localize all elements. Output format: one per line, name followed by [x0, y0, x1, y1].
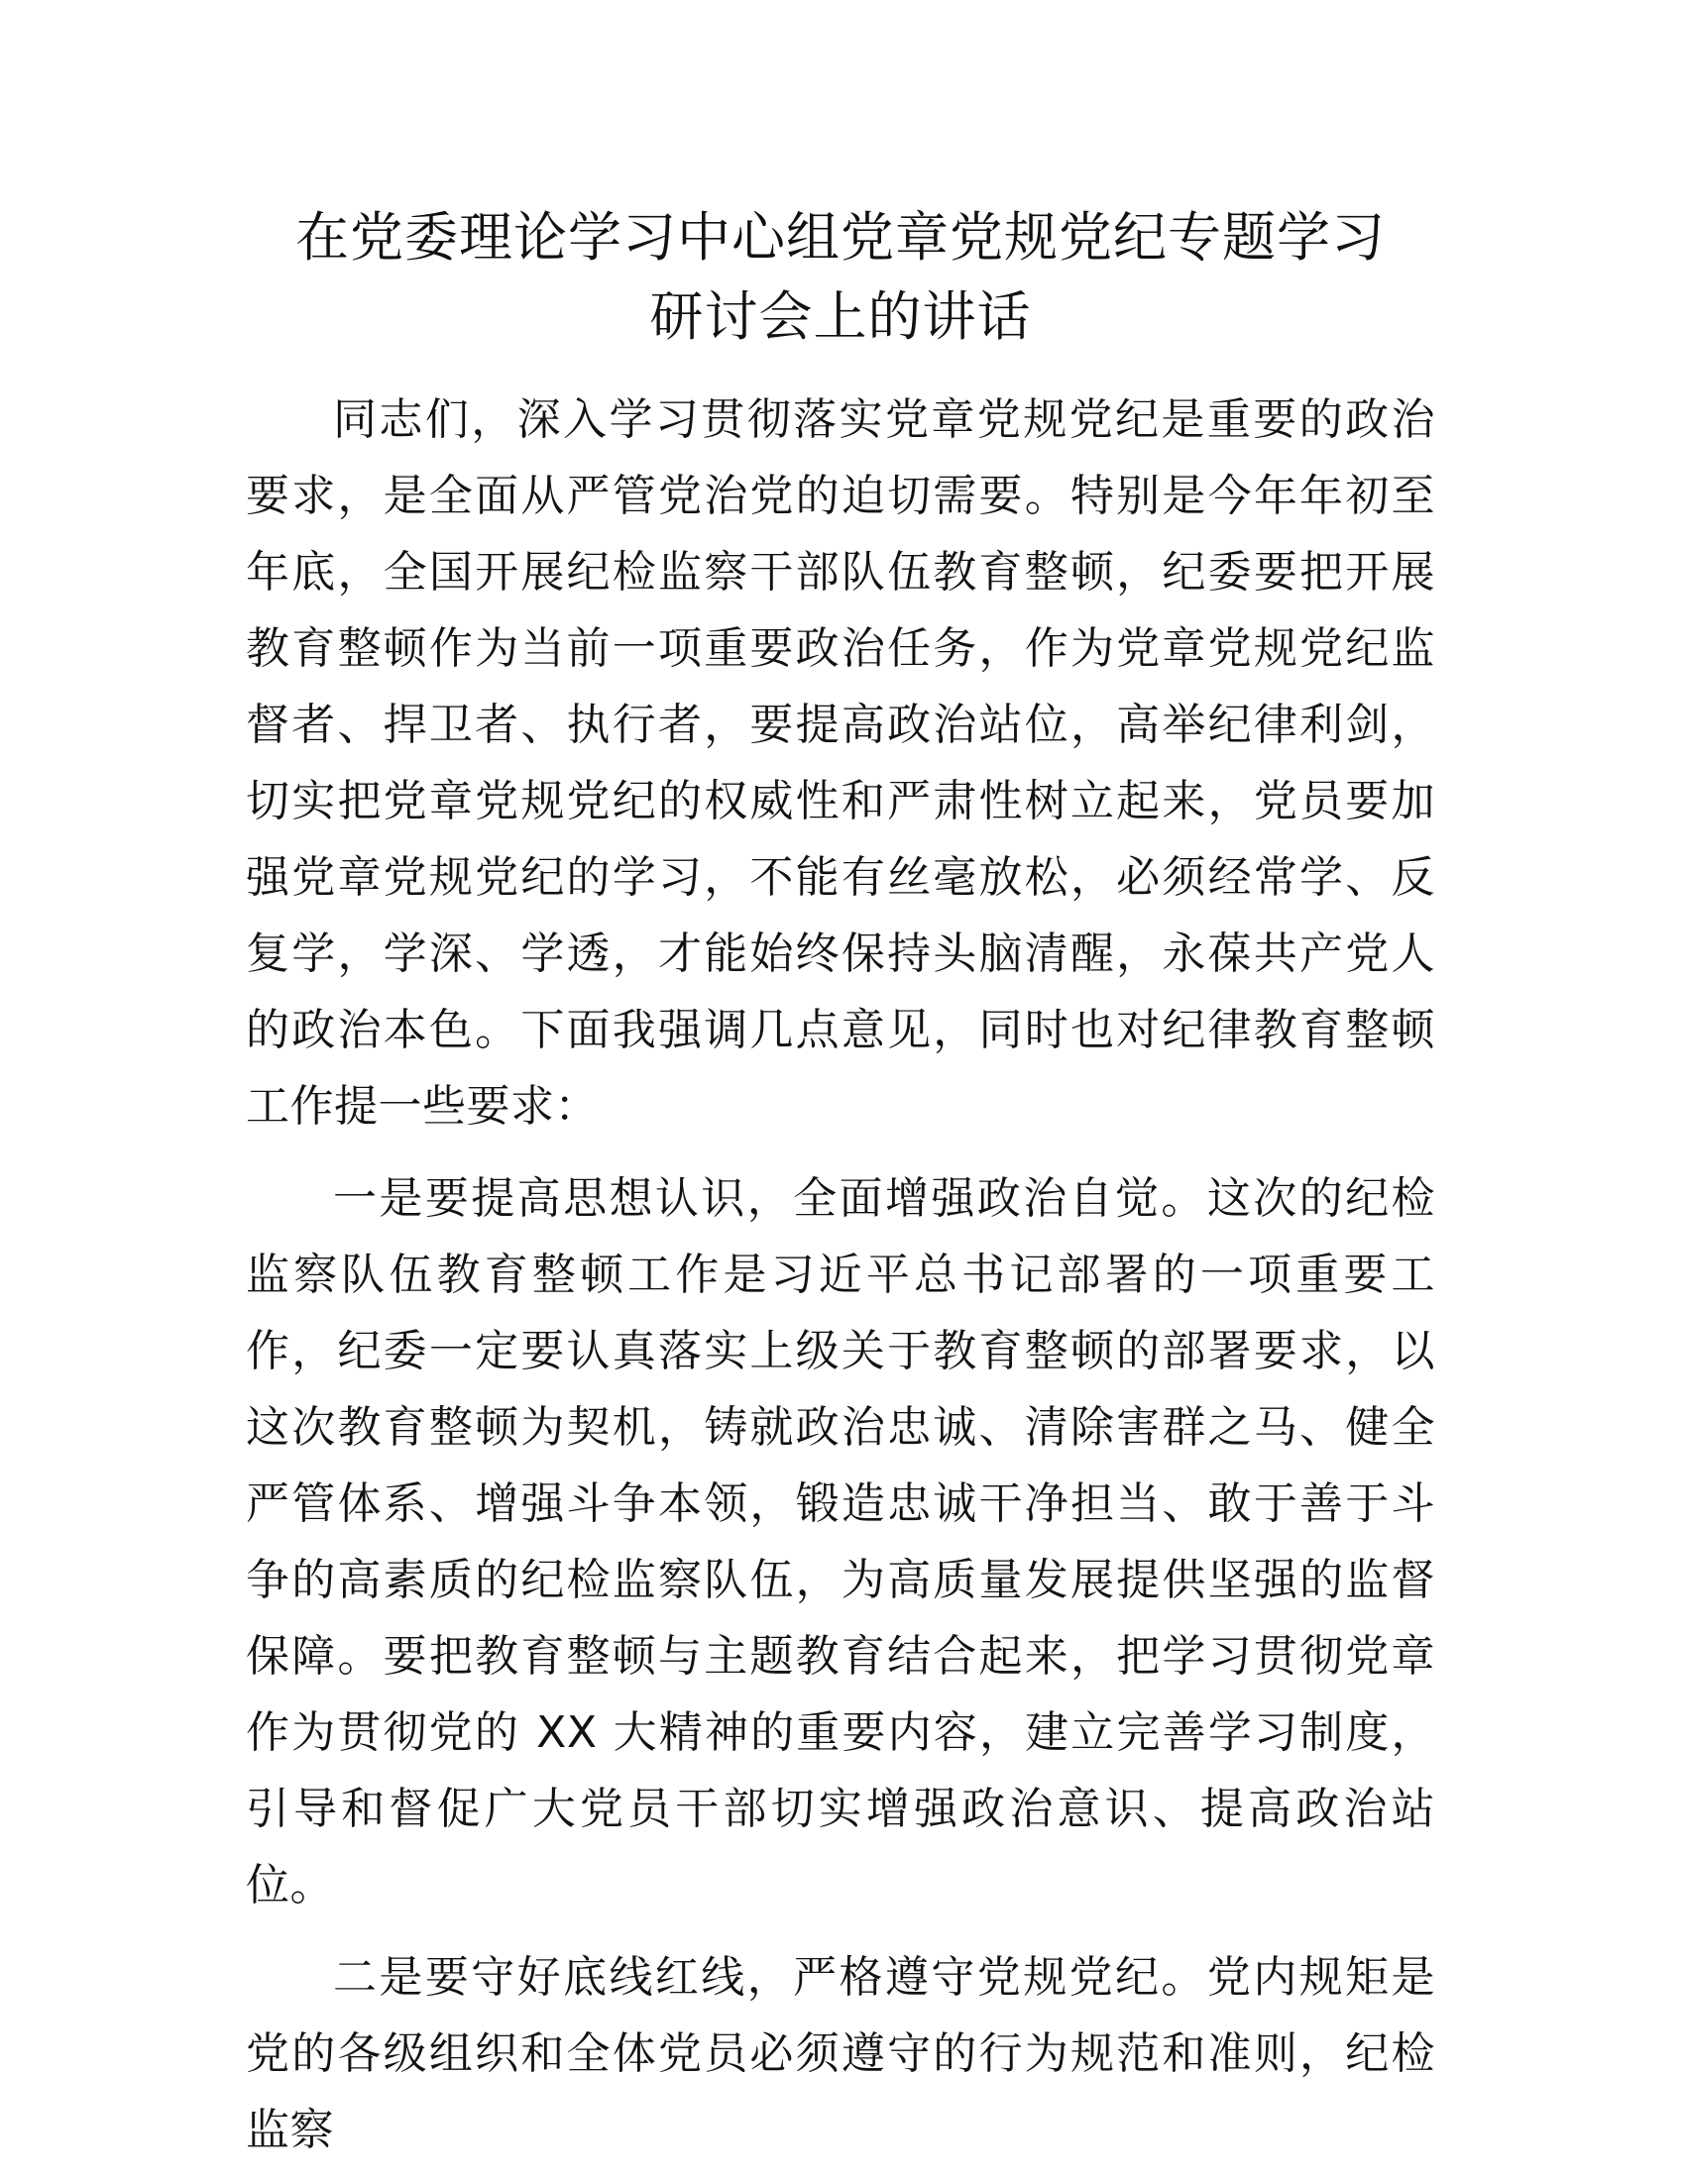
document-body	[246, 382, 1435, 2184]
paragraph-point-two: 二是要守好底线红线，严格遵守党规党纪。党内规矩是党的各级组织和全体党员必须遵守的行为规范和准则，纪检监察	[246, 1952, 1435, 2155]
page-title	[246, 198, 1435, 357]
paragraph-point-one: 一是要提高思想认识，全面增强政治自觉。这次的纪检监察队伍教育整顿工作是习近平总书记部署的一项重要工作，纪委一定要认真落实上级关于教育整顿的部署要求，以这次教育整顿为契机，铸就政治忠诚、清除害群之马、健全严管体系、增强斗争本领，锻造忠诚干净担当、敢于善于斗争的高素质的纪检监察队伍，为高质量发展提供坚强的监督保障。要把教育整顿与主题教育结合起来，把学习贯彻党章作为贯彻党的 XX 大精神的重要内容，建立完善学习制度，引导和督促广大党员干部切实增强政治意识、提高政治站位。	[246, 1173, 1435, 1911]
title-line-2: 研讨会上的讲话	[649, 285, 1032, 348]
title-line-1: 在党委理论学习中心组党章党规党纪专题学习	[295, 206, 1386, 269]
paragraph-opening: 同志们，深入学习贯彻落实党章党规党纪是重要的政治要求，是全面从严管党治党的迫切需要。特别是今年年初至年底，全国开展纪检监察干部队伍教育整顿，纪委要把开展教育整顿作为当前一项重要政治任务，作为党章党规党纪监督者、捍卫者、执行者，要提高政治站位，高举纪律利剑，切实把党章党规党纪的权威性和严肃性树立起来，党员要加强党章党规党纪的学习，不能有丝毫放松，必须经常学、反复学，学深、学透，才能始终保持头脑清醒，永葆共产党人的政治本色。下面我强调几点意见，同时也对纪律教育整顿工作提一些要求：	[246, 394, 1435, 1132]
